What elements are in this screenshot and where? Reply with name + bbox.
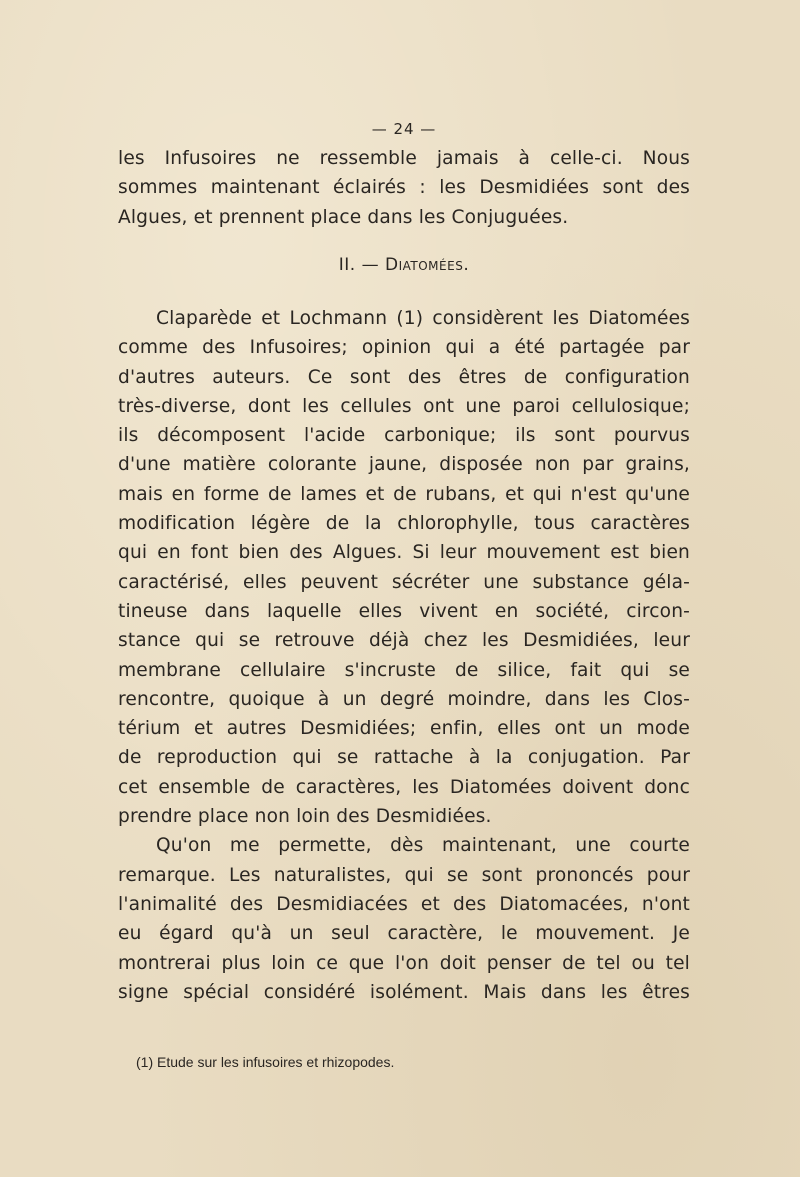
text-line: signe spécial considéré isolément. Mais dans les êtres [118,981,690,1003]
text-line: rencontre, quoique à un degré moindre, dans les Clos- [118,688,690,710]
text-line: d'une matière colorante jaune, disposée non par grains, [118,454,690,476]
book-page [118,0,690,1177]
text-line: térium et autres Desmidiées; enfin, elles ont un mode [118,718,690,740]
text-line: les Infusoires ne ressemble jamais à celle-ci. Nous [118,148,690,169]
text-line: sommes maintenant éclairés : les Desmidiées sont des [118,177,690,199]
text-line: eu égard qu'à un seul caractère, le mouvement. Je [118,923,690,945]
section-numeral: II. [338,255,356,275]
text-line: Qu'on me permette, dès maintenant, une courte [156,835,690,857]
text-line: Algues, et prennent place dans les Conjuguées. [118,206,569,228]
text-line: l'animalité des Desmidiacées et des Diatomacées, n'ont [118,893,690,915]
section-heading [118,255,690,275]
text-line: ils décomposent l'acide carbonique; ils sont pourvus [118,425,690,447]
section-dash: — [361,255,380,275]
paragraph-remarque [118,831,690,1007]
text-line: de reproduction qui se rattache à la conjugation. Par [118,747,690,769]
text-line: cet ensemble de caractères, les Diatomées doivent donc [118,776,690,798]
intro-paragraph [118,144,690,232]
text-line: tineuse dans laquelle elles vivent en société, circon- [118,600,690,622]
section-title: Diatomées. [385,255,470,275]
paragraph-diatomees [118,304,690,831]
text-line: remarque. Les naturalistes, qui se sont prononcés pour [118,864,690,886]
footnote: (1) Etude sur les infusoires et rhizopodes. [136,1054,395,1071]
text-line: stance qui se retrouve déjà chez les Desmidiées, leur [118,630,690,652]
text-line: Claparède et Lochmann (1) considèrent les Diatomées [156,308,690,329]
text-line: mais en forme de lames et de rubans, et qui n'est qu'une [118,483,690,505]
text-line: membrane cellulaire s'incruste de silice, fait qui se [118,659,690,681]
text-line: prendre place non loin des Desmidiées. [118,806,492,828]
page-number: — 24 — [371,120,437,138]
text-line: montrerai plus loin ce que l'on doit penser de tel ou tel [118,952,690,974]
text-line: caractérisé, elles peuvent sécréter une substance géla- [118,571,690,593]
text-line: qui en font bien des Algues. Si leur mouvement est bien [118,542,690,564]
text-line: modification légère de la chlorophylle, tous caractères [118,513,690,535]
text-line: d'autres auteurs. Ce sont des êtres de configuration [118,366,690,388]
text-line: très-diverse, dont les cellules ont une paroi cellulosique; [118,395,690,417]
text-line: comme des Infusoires; opinion qui a été partagée par [118,337,690,359]
